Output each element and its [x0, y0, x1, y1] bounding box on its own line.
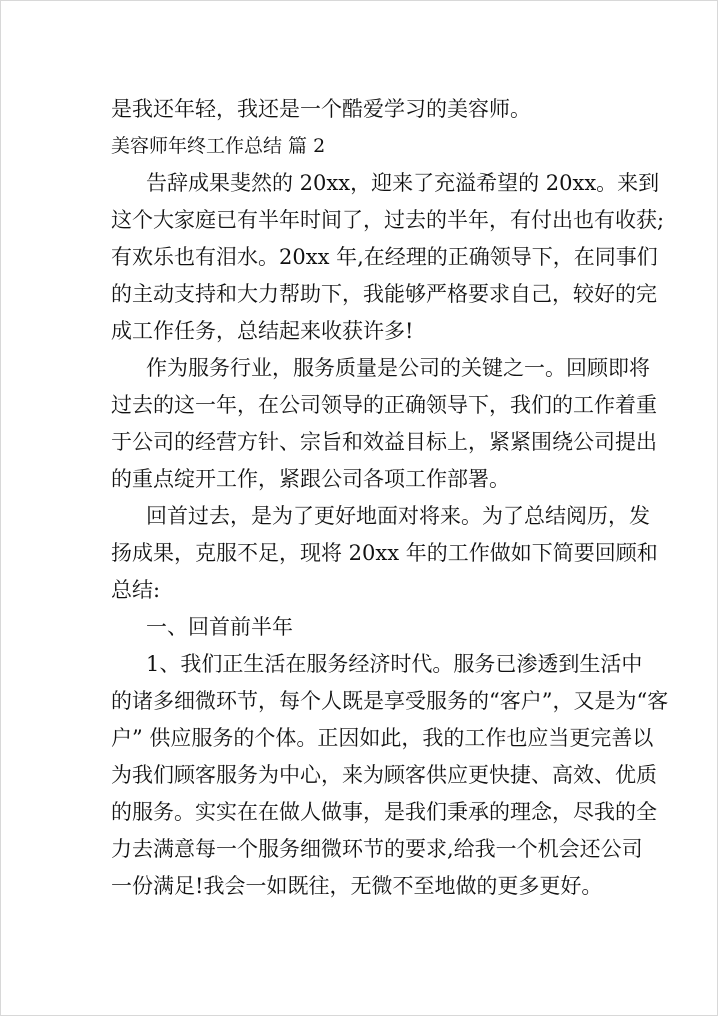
text-line: 总结: — [111, 578, 161, 602]
text-line: 于公司的经营方针、宗旨和效益目标上，紧紧围绕公司提出 — [111, 430, 657, 454]
text-line: 力去满意每一个服务细微环节的要求,给我一个机会还公司 — [111, 837, 643, 861]
paragraph-first-line: 回首过去，是为了更好地面对将来。为了总结阅历，发 — [146, 504, 650, 528]
text-line: 一份满足!我会一如既往，无微不至地做的更多更好。 — [111, 874, 603, 898]
text-line: 为我们顾客服务为中心，来为顾客供应更快捷、高效、优质 — [111, 763, 657, 787]
text-line: 的主动支持和大力帮助下，我能够严格要求自己，较好的完 — [111, 282, 657, 306]
paragraph-first-line: 告辞成果斐然的 20xx，迎来了充溢希望的 20xx。来到 — [146, 171, 660, 195]
text-line: 的重点绽开工作，紧跟公司各项工作部署。 — [111, 467, 510, 491]
text-line: 有欢乐也有泪水。20xx 年,在经理的正确领导下，在同事们 — [111, 245, 658, 269]
text-line: 这个大家庭已有半年时间了，过去的半年，有付出也有收获; — [111, 208, 665, 232]
section-heading: 一、回首前半年 — [146, 615, 293, 639]
paragraph-first-line: 作为服务行业，服务质量是公司的关键之一。回顾即将 — [146, 356, 650, 380]
text-line: 扬成果，克服不足，现将 20xx 年的工作做如下简要回顾和 — [111, 541, 658, 565]
text-line: 的服务。实实在在做人做事，是我们秉承的理念，尽我的全 — [111, 800, 657, 824]
text-line: 户” 供应服务的个体。正因如此，我的工作也应当更完善以 — [111, 726, 654, 750]
section-title: 美容师年终工作总结 篇 2 — [111, 135, 326, 157]
text-line: 的诸多细微环节，每个人既是享受服务的“客户”，又是为“客 — [111, 689, 669, 713]
text-line: 成工作任务，总结起来收获许多! — [111, 319, 414, 343]
text-line: 是我还年轻，我还是一个酷爱学习的美容师。 — [111, 97, 531, 121]
document-body — [111, 91, 669, 905]
text-line: 过去的这一年，在公司领导的正确领导下，我们的工作着重 — [111, 393, 657, 417]
paragraph-first-line: 1、我们正生活在服务经济时代。服务已渗透到生活中 — [146, 652, 643, 676]
